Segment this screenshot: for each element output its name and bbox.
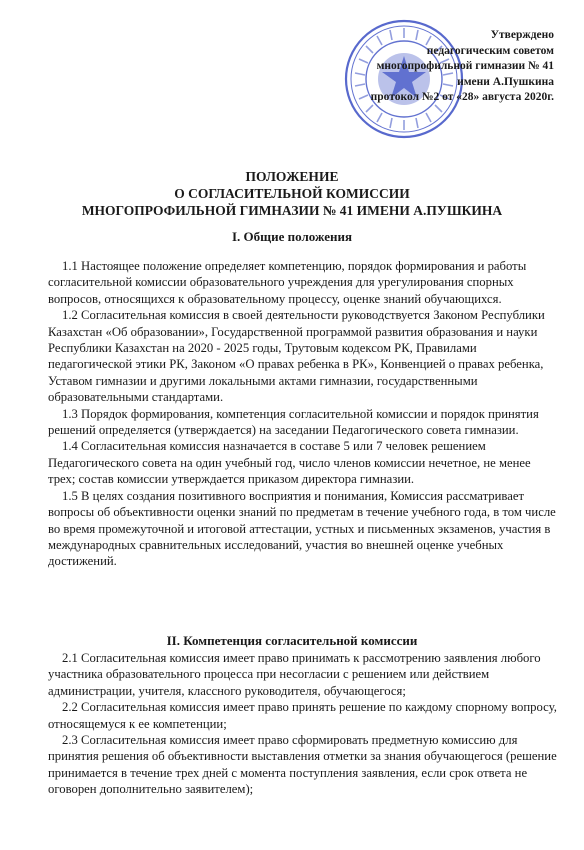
approval-line: многопрофильной гимназии № 41 <box>376 60 554 72</box>
title-line: О СОГЛАСИТЕЛЬНОЙ КОМИССИИ <box>174 186 410 201</box>
paragraph-2-1: 2.1 Согласительная комиссия имеет право принимать к рассмотрению заявления любого участника образовательного процесса при несогласии с решением или действием администрации, учителя, классного руководителя, обучающегося; <box>48 651 541 698</box>
approval-line: педагогическим советом <box>426 44 554 57</box>
approval-protocol: протокол №2 от «28» августа 2020г. <box>370 91 554 103</box>
paragraph-1-3: 1.3 Порядок формирования, компетенция согласительной комиссии и порядок принятия решений определяется (утверждается) на заседании Педагогического совета гимназии. <box>48 406 539 438</box>
paragraph-2-2: 2.2 Согласительная комиссия имеет право принять решение по каждому спорному вопросу, относящемуся к ее компетенции; <box>48 700 557 731</box>
section-2-body <box>48 650 558 798</box>
paragraph-2-3: 2.3 Согласительная комиссия имеет право сформировать предметную комиссию для принятия решения об объективности выставления отметки за знания обучающегося (решение принимается в течение трех дней с момента поступления заявления, если срок ответа не оговорен дополнительно заявителем); <box>48 733 557 797</box>
paragraph-1-1: 1.1 Настоящее положение определяет компетенцию, порядок формирования и работы согласительной комиссии образовательного учреждения для урегулирования спорных вопросов, относящихся к образовательному процессу, оценке знаний обучающихся. <box>48 259 527 306</box>
title-line: МНОГОПРОФИЛЬНОЙ ГИМНАЗИИ № 41 ИМЕНИ А.ПУШКИНА <box>81 203 503 218</box>
document-title <box>40 168 544 219</box>
section-1-body <box>48 258 558 570</box>
paragraph-1-2: 1.2 Согласительная комиссия в своей деятельности руководствуется Законом Республики Казахстан «Об образовании», Государственной программой развития образования и науки Республики Казахстан на 2020 - 2025 годы, Трутовым кодексом РК, Правилами педагогической этики РК, Законом «О правах ребенка в РК», Конвенцией о правах ребенка, Уставом гимназии и другими локальными актами гимназии, государственными образовательными стандартами. <box>48 308 545 405</box>
paragraph-1-5: 1.5 В целях создания позитивного восприятия и понимания, Комиссия рассматривает вопросы об объективности оценки знаний по предметам в течение учебного года, в том числе во время промежуточной и итоговой аттестации, устных и письменных экзаменов, участия в международных сравнительных исследований, участия во внешней оценке учебных достижений. <box>48 488 556 569</box>
title-line: ПОЛОЖЕНИЕ <box>245 169 339 184</box>
paragraph-1-4: 1.4 Согласительная комиссия назначается в составе 5 или 7 человек решением Педагогического совета на один учебный год, число членов комиссии нечетное, не менее трех; состав комиссии утверждается приказом директора гимназии. <box>48 439 531 487</box>
approval-line: имени А.Пушкина <box>457 75 554 88</box>
section-2-heading: II. Компетенция согласительной комиссии <box>166 633 418 648</box>
approval-line: Утверждено <box>490 29 554 41</box>
approval-stamp-block <box>314 28 554 106</box>
section-1-heading: I. Общие положения <box>232 229 352 244</box>
